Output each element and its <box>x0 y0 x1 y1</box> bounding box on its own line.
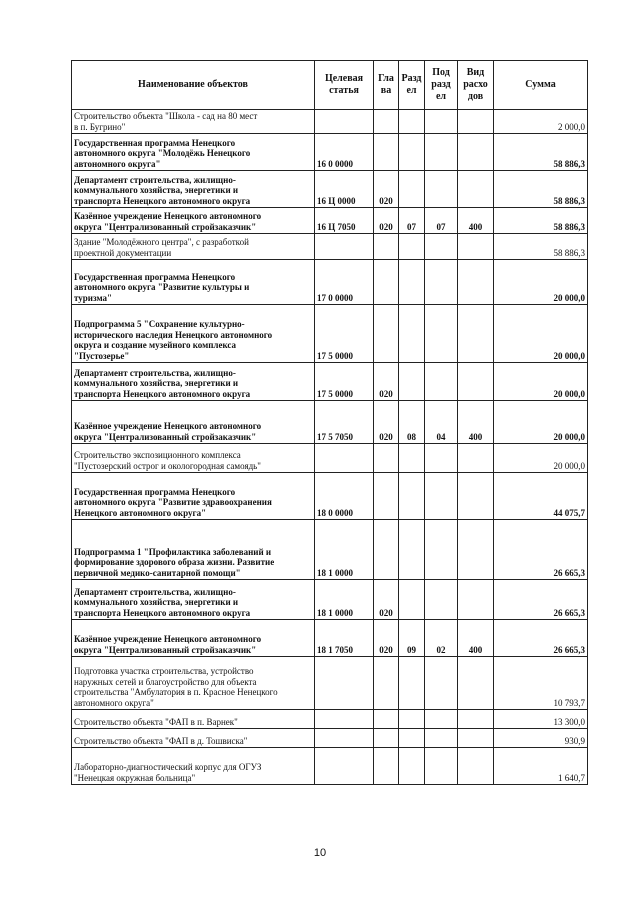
table-row <box>72 710 588 729</box>
row-target <box>315 234 374 260</box>
table-row <box>72 363 588 401</box>
row-subsection <box>425 260 458 305</box>
row-chapter <box>374 657 399 710</box>
row-section <box>399 110 425 134</box>
row-target: 17 5 7050 <box>315 401 374 444</box>
row-chapter: 020 <box>374 363 399 401</box>
row-name: Строительство объекта "ФАП в д. Тошвиска" <box>72 729 315 748</box>
row-sum: 44 075,7 <box>494 473 588 520</box>
table-header-row <box>72 61 588 110</box>
row-section <box>399 710 425 729</box>
table-row <box>72 234 588 260</box>
row-target <box>315 729 374 748</box>
row-sum: 1 640,7 <box>494 748 588 785</box>
table-body <box>72 110 588 785</box>
header-subsection: Под разд ел <box>425 61 458 110</box>
row-sum: 20 000,0 <box>494 305 588 363</box>
row-subsection <box>425 710 458 729</box>
row-target: 16 Ц 0000 <box>315 171 374 208</box>
row-chapter <box>374 110 399 134</box>
row-expense-type <box>458 444 494 473</box>
row-sum: 58 886,3 <box>494 234 588 260</box>
row-name: Подпрограмма 5 "Сохранение культурно- исторического наследия Ненецкого автономного округа и создание музейного комплекса "Пустозерье" <box>72 305 315 363</box>
row-expense-type: 400 <box>458 208 494 234</box>
row-sum: 26 665,3 <box>494 520 588 580</box>
row-name: Государственная программа Ненецкого автономного округа "Молодёжь Ненецкого автономного округа" <box>72 134 315 171</box>
table-row <box>72 580 588 620</box>
row-section <box>399 134 425 171</box>
row-section <box>399 444 425 473</box>
row-subsection: 02 <box>425 620 458 657</box>
row-subsection <box>425 580 458 620</box>
row-subsection <box>425 657 458 710</box>
row-expense-type <box>458 305 494 363</box>
header-expense-type: Вид расхо дов <box>458 61 494 110</box>
row-chapter: 020 <box>374 401 399 444</box>
header-sum: Сумма <box>494 61 588 110</box>
row-target: 17 5 0000 <box>315 305 374 363</box>
row-expense-type <box>458 171 494 208</box>
table-row <box>72 134 588 171</box>
row-sum: 58 886,3 <box>494 171 588 208</box>
row-target <box>315 657 374 710</box>
row-chapter <box>374 260 399 305</box>
row-section <box>399 473 425 520</box>
row-target <box>315 748 374 785</box>
budget-table <box>71 60 588 785</box>
table-row <box>72 305 588 363</box>
row-section <box>399 305 425 363</box>
row-sum: 20 000,0 <box>494 260 588 305</box>
row-name: Казённое учреждение Ненецкого автономного округа "Централизованный стройзаказчик" <box>72 401 315 444</box>
row-subsection <box>425 748 458 785</box>
table-row <box>72 620 588 657</box>
row-section <box>399 234 425 260</box>
row-sum: 58 886,3 <box>494 134 588 171</box>
table-row <box>72 520 588 580</box>
row-subsection <box>425 729 458 748</box>
row-target: 18 1 0000 <box>315 520 374 580</box>
row-expense-type: 400 <box>458 620 494 657</box>
row-sum: 20 000,0 <box>494 401 588 444</box>
row-subsection: 04 <box>425 401 458 444</box>
row-expense-type <box>458 520 494 580</box>
row-expense-type <box>458 134 494 171</box>
table-row <box>72 110 588 134</box>
row-subsection: 07 <box>425 208 458 234</box>
row-name: Департамент строительства, жилищно- коммунального хозяйства, энергетики и транспорта Ненецкого автономного округа <box>72 363 315 401</box>
row-expense-type <box>458 234 494 260</box>
row-subsection <box>425 110 458 134</box>
row-subsection <box>425 444 458 473</box>
row-subsection <box>425 234 458 260</box>
row-chapter <box>374 234 399 260</box>
row-expense-type <box>458 473 494 520</box>
table-row <box>72 401 588 444</box>
row-section <box>399 657 425 710</box>
header-section: Разд ел <box>399 61 425 110</box>
table-row <box>72 260 588 305</box>
row-name: Строительство экспозиционного комплекса "Пустозерский острог и окологородная самоядь" <box>72 444 315 473</box>
row-name: Государственная программа Ненецкого автономного округа "Развитие здравоохранения Ненецкого автономного округа" <box>72 473 315 520</box>
header-chapter: Гла ва <box>374 61 399 110</box>
row-chapter <box>374 520 399 580</box>
row-name: Лабораторно-диагностический корпус для ОГУЗ "Ненецкая окружная больница" <box>72 748 315 785</box>
row-name: Строительство объекта "ФАП в п. Варнек" <box>72 710 315 729</box>
row-sum: 20 000,0 <box>494 444 588 473</box>
row-section: 08 <box>399 401 425 444</box>
row-chapter <box>374 444 399 473</box>
table-row <box>72 473 588 520</box>
row-subsection <box>425 305 458 363</box>
header-name: Наименование объектов <box>72 61 315 110</box>
row-chapter <box>374 729 399 748</box>
row-subsection <box>425 520 458 580</box>
row-section <box>399 363 425 401</box>
row-target <box>315 710 374 729</box>
row-expense-type <box>458 729 494 748</box>
row-name: Государственная программа Ненецкого автономного округа "Развитие культуры и туризма" <box>72 260 315 305</box>
row-name: Строительство объекта "Школа - сад на 80 мест в п. Бугрино" <box>72 110 315 134</box>
row-expense-type <box>458 580 494 620</box>
row-chapter <box>374 748 399 785</box>
row-section: 09 <box>399 620 425 657</box>
row-name: Здание "Молодёжного центра", с разработкой проектной документации <box>72 234 315 260</box>
row-expense-type: 400 <box>458 401 494 444</box>
table-row <box>72 748 588 785</box>
row-sum: 2 000,0 <box>494 110 588 134</box>
row-name: Казённое учреждение Ненецкого автономного округа "Централизованный стройзаказчик" <box>72 620 315 657</box>
row-sum: 20 000,0 <box>494 363 588 401</box>
row-subsection <box>425 171 458 208</box>
table-row <box>72 729 588 748</box>
row-name: Департамент строительства, жилищно- коммунального хозяйства, энергетики и транспорта Ненецкого автономного округа <box>72 171 315 208</box>
row-expense-type <box>458 260 494 305</box>
row-section <box>399 580 425 620</box>
row-sum: 26 665,3 <box>494 580 588 620</box>
row-section <box>399 729 425 748</box>
row-target <box>315 110 374 134</box>
row-chapter <box>374 305 399 363</box>
row-expense-type <box>458 748 494 785</box>
row-section <box>399 260 425 305</box>
row-subsection <box>425 134 458 171</box>
row-chapter: 020 <box>374 620 399 657</box>
table-row <box>72 171 588 208</box>
row-name: Подготовка участка строительства, устройство наружных сетей и благоустройство для объекта строительства "Амбулатория в п. Красное Ненецкого автономного округа" <box>72 657 315 710</box>
page-number: 10 <box>313 847 327 859</box>
row-target: 18 0 0000 <box>315 473 374 520</box>
row-section <box>399 171 425 208</box>
header-target: Целевая статья <box>315 61 374 110</box>
row-sum: 10 793,7 <box>494 657 588 710</box>
row-expense-type <box>458 363 494 401</box>
row-expense-type <box>458 710 494 729</box>
table-row <box>72 208 588 234</box>
row-chapter: 020 <box>374 580 399 620</box>
row-chapter: 020 <box>374 171 399 208</box>
row-target: 18 1 0000 <box>315 580 374 620</box>
row-section <box>399 520 425 580</box>
row-target: 18 1 7050 <box>315 620 374 657</box>
row-sum: 930,9 <box>494 729 588 748</box>
table-row <box>72 444 588 473</box>
row-chapter <box>374 710 399 729</box>
row-expense-type <box>458 657 494 710</box>
row-name: Казённое учреждение Ненецкого автономного округа "Централизованный стройзаказчик" <box>72 208 315 234</box>
row-sum: 13 300,0 <box>494 710 588 729</box>
row-chapter: 020 <box>374 208 399 234</box>
row-chapter <box>374 473 399 520</box>
row-expense-type <box>458 110 494 134</box>
table-row <box>72 657 588 710</box>
row-target: 17 5 0000 <box>315 363 374 401</box>
row-section <box>399 748 425 785</box>
row-target: 16 Ц 7050 <box>315 208 374 234</box>
row-sum: 58 886,3 <box>494 208 588 234</box>
row-sum: 26 665,3 <box>494 620 588 657</box>
row-target <box>315 444 374 473</box>
row-name: Департамент строительства, жилищно- коммунального хозяйства, энергетики и транспорта Ненецкого автономного округа <box>72 580 315 620</box>
row-subsection <box>425 473 458 520</box>
row-subsection <box>425 363 458 401</box>
row-target: 17 0 0000 <box>315 260 374 305</box>
row-section: 07 <box>399 208 425 234</box>
row-chapter <box>374 134 399 171</box>
row-target: 16 0 0000 <box>315 134 374 171</box>
row-name: Подпрограмма 1 "Профилактика заболеваний и формирование здорового образа жизни. Развитие первичной медико-санитарной помощи" <box>72 520 315 580</box>
